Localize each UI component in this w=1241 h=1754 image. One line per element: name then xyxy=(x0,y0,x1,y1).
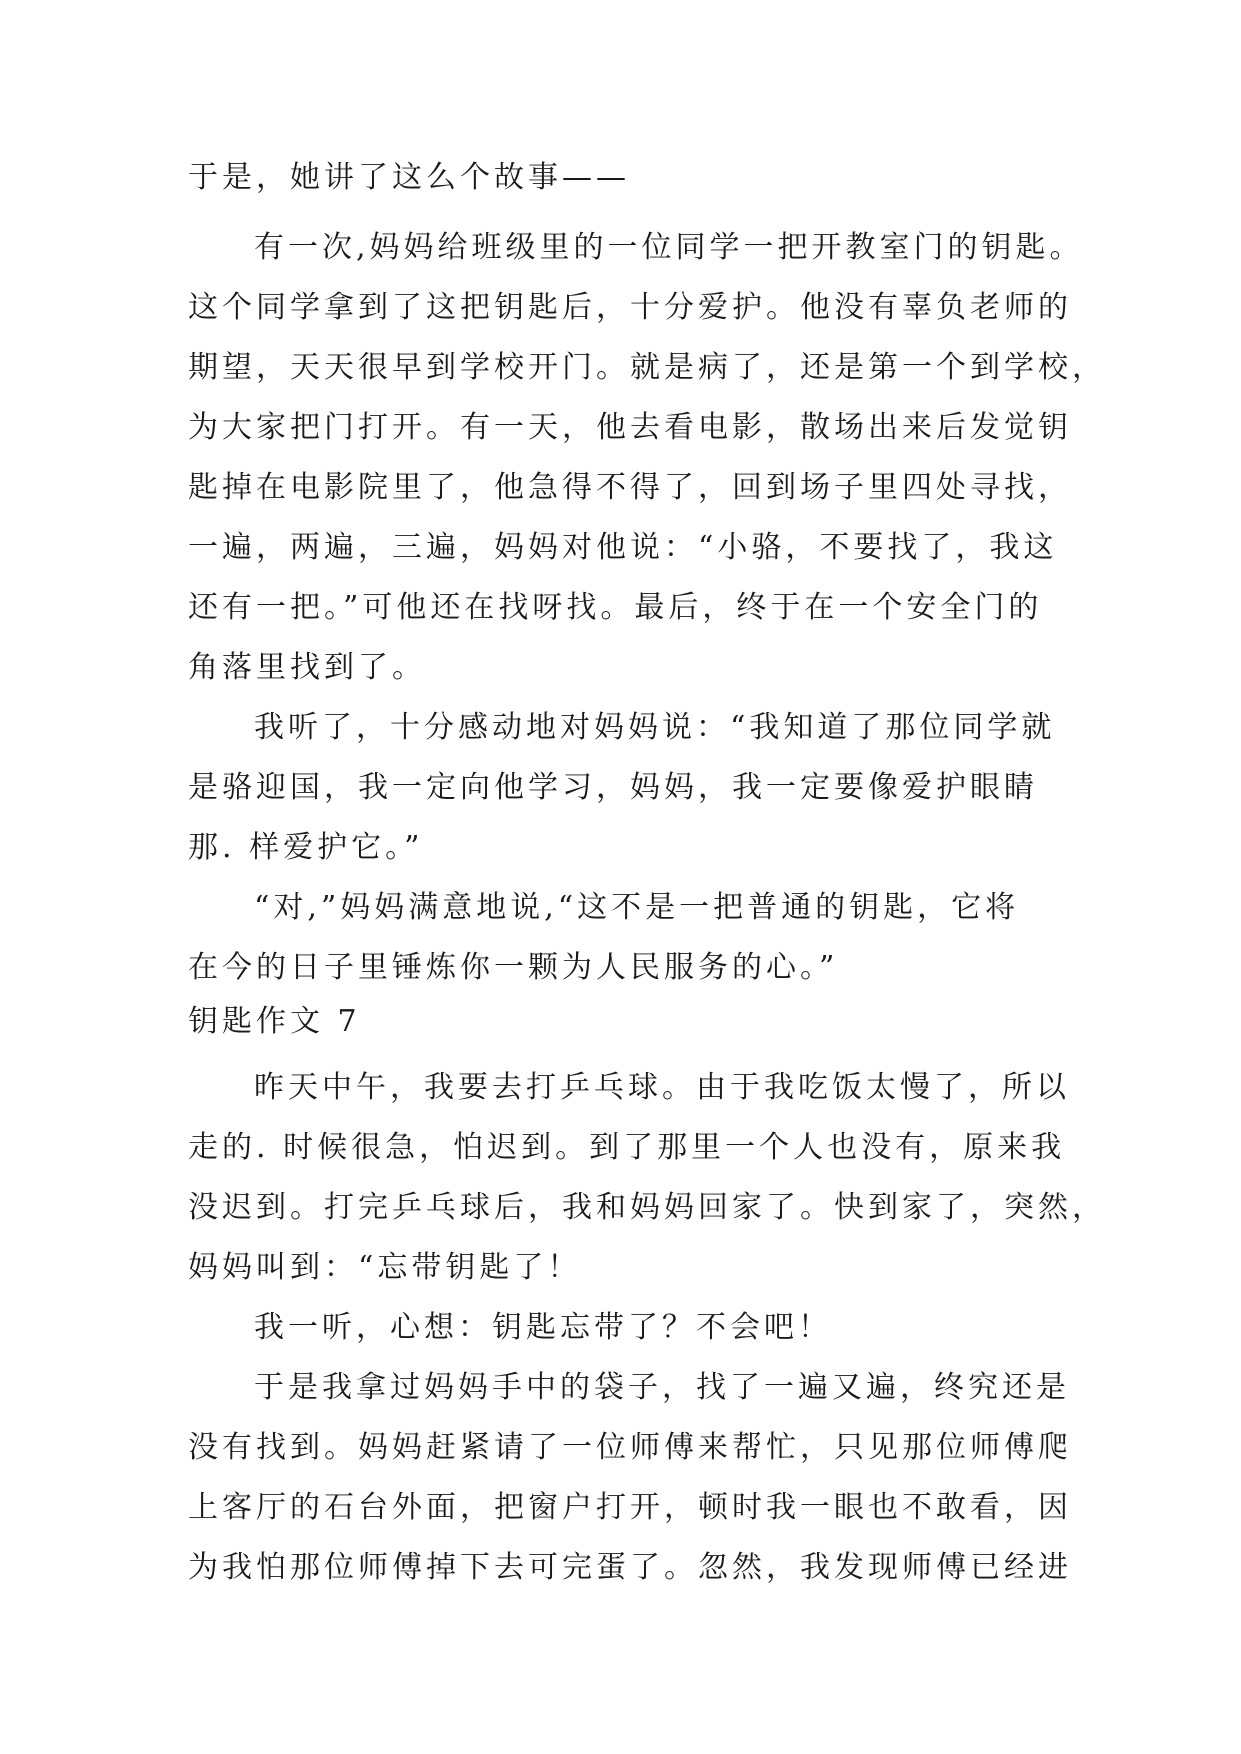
text-line: 一遍，两遍，三遍，妈妈对他说：“小骆，不要找了，我这 xyxy=(188,530,1058,565)
text-line: 期望，天天很早到学校开门。就是病了，还是第一个到学校， xyxy=(188,350,1106,385)
paragraph-start-line: 我一听，心想：钥匙忘带了？不会吧！ xyxy=(254,1310,832,1345)
paragraph-start-line: 有一次,妈妈给班级里的一位同学一把开教室门的钥匙。 xyxy=(254,230,1084,265)
text-line: 还有一把。”可他还在找呀找。最后，终于在一个安全门的 xyxy=(188,590,1043,625)
text-line: 没迟到。打完乒乓球后，我和妈妈回家了。快到家了，突然， xyxy=(188,1190,1106,1225)
text-line: 没有找到。妈妈赶紧请了一位师傅来帮忙，只见那位师傅爬 xyxy=(188,1430,1072,1465)
text-line: 在今的日子里锤炼你一颗为人民服务的心。” xyxy=(188,950,839,985)
text-line: 为我怕那位师傅掉下去可完蛋了。忽然，我发现师傅已经进 xyxy=(188,1550,1072,1585)
text-line: 角落里找到了。 xyxy=(188,650,426,685)
text-line: 走的. 时候很急，怕迟到。到了那里一个人也没有，原来我 xyxy=(188,1130,1066,1165)
text-line: 那. 样爱护它。” xyxy=(188,830,424,865)
paragraph-start-line: 昨天中午，我要去打乒乓球。由于我吃饭太慢了，所以 xyxy=(254,1070,1070,1105)
text-line: 是骆迎国，我一定向他学习，妈妈，我一定要像爱护眼睛 xyxy=(188,770,1038,805)
paragraph-start-line: “对,”妈妈满意地说,“这不是一把普通的钥匙，它将 xyxy=(254,890,1020,925)
text-line: 为大家把门打开。有一天，他去看电影，散场出来后发觉钥 xyxy=(188,410,1072,445)
paragraph-start-line: 我听了，十分感动地对妈妈说：“我知道了那位同学就 xyxy=(254,710,1056,745)
section-heading: 钥匙作文 7 xyxy=(188,1004,361,1039)
text-line: 上客厅的石台外面，把窗户打开，顿时我一眼也不敢看，因 xyxy=(188,1490,1072,1525)
paragraph-start-line: 于是我拿过妈妈手中的袋子，找了一遍又遍，终究还是 xyxy=(254,1370,1070,1405)
text-line: 这个同学拿到了这把钥匙后，十分爱护。他没有辜负老师的 xyxy=(188,290,1072,325)
text-line: 匙掉在电影院里了，他急得不得了，回到场子里四处寻找， xyxy=(188,470,1072,505)
text-line: 妈妈叫到：“忘带钥匙了！ xyxy=(188,1250,582,1285)
text-line: 于是，她讲了这么个故事—— xyxy=(188,160,630,195)
